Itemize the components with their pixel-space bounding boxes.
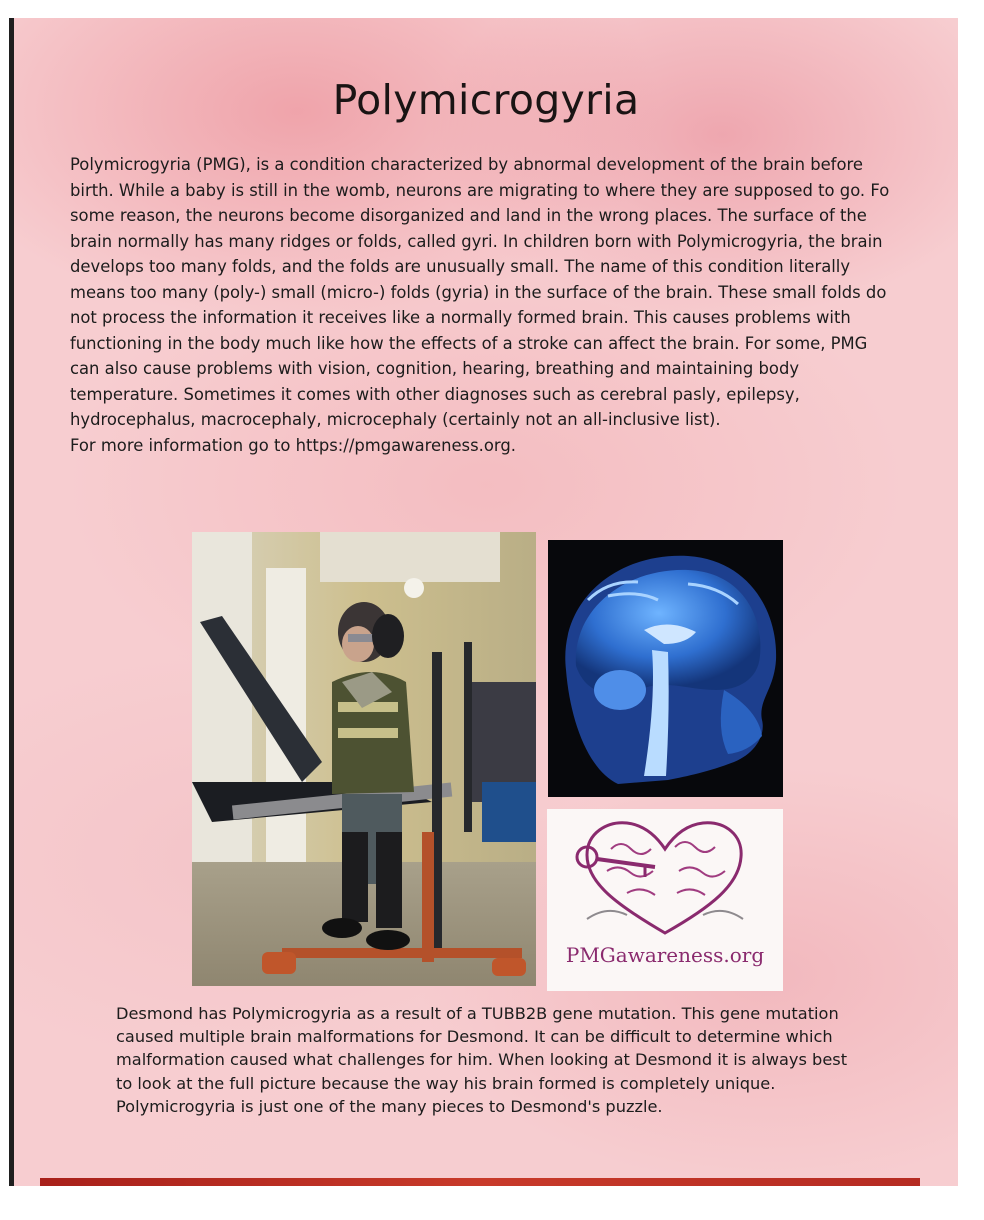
intro-line: means too many (poly-) small (micro-) folds (gyria) in the surface of the brain. These small folds do xyxy=(70,282,887,302)
intro-line: temperature. Sometimes it comes with other diagnoses such as cerebral pasly, epilepsy, xyxy=(70,384,800,404)
intro-line-link: For more information go to https://pmgawareness.org. xyxy=(70,435,516,455)
intro-paragraph xyxy=(70,152,954,458)
caption-line: Desmond has Polymicrogyria as a result of a TUBB2B gene mutation. This gene mutation xyxy=(116,1004,839,1023)
caption-line: caused multiple brain malformations for Desmond. It can be difficult to determine which xyxy=(116,1027,833,1047)
logo-text: PMGawareness.org xyxy=(565,943,765,967)
caption-line: Polymicrogyria is just one of the many pieces to Desmond's puzzle. xyxy=(116,1096,663,1116)
intro-line: can also cause problems with vision, cognition, hearing, breathing and maintaining body xyxy=(70,359,800,378)
intro-line: some reason, the neurons become disorganized and land in the wrong places. The surface of the xyxy=(70,206,867,225)
document-page xyxy=(14,18,958,1186)
caption-paragraph xyxy=(116,1002,946,1118)
heart-brain-key-logo xyxy=(547,809,783,949)
child-in-stander-photo xyxy=(192,532,536,986)
intro-line: brain normally has many ridges or folds, called gyri. In children born with Polymicrogyria, the brain xyxy=(70,231,883,251)
pmg-awareness-logo xyxy=(547,809,783,991)
intro-line: functioning in the body much like how the effects of a stroke can affect the brain. For some, PMG xyxy=(70,333,868,353)
page-title: Polymicrogyria xyxy=(332,76,640,124)
intro-line: Polymicrogyria (PMG), is a condition characterized by abnormal development of the brain before xyxy=(70,155,863,174)
caption-line: to look at the full picture because the way his brain formed is completely unique. xyxy=(116,1073,776,1093)
intro-line: not process the information it receives like a normally formed brain. This causes problems with xyxy=(70,308,851,327)
intro-line: develops too many folds, and the folds are unusually small. The name of this condition literally xyxy=(70,257,851,276)
next-page-edge xyxy=(40,1178,920,1186)
brain-mri-scan xyxy=(548,540,783,797)
intro-line: hydrocephalus, macrocephaly, microcephaly (certainly not an all-inclusive list). xyxy=(70,410,721,429)
intro-line: birth. While a baby is still in the womb, neurons are migrating to where they are supposed to go. Fo xyxy=(70,180,890,200)
caption-line: malformation caused what challenges for him. When looking at Desmond it is always best xyxy=(116,1050,848,1070)
